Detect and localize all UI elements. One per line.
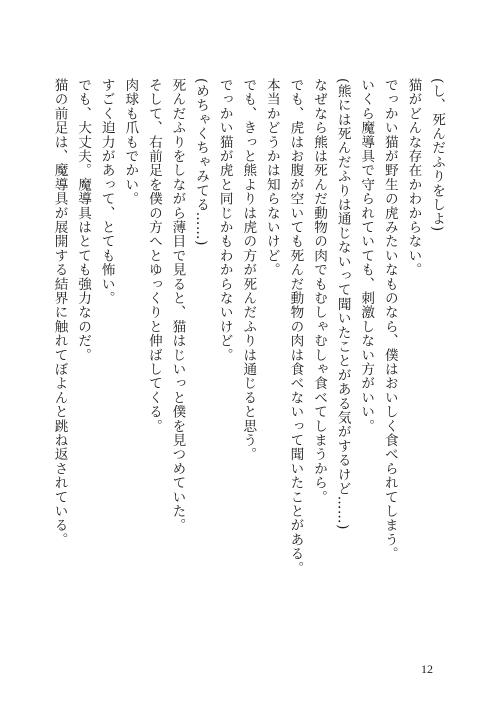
text-line: でも、きっと熊よりは虎の方が死んだふりは通じると思う。 (240, 78, 257, 462)
text-line: 本当かどうかは知らないけど。 (263, 78, 280, 277)
page-number: 12 (421, 662, 433, 676)
text-line: そして、右前足を僕の方へとゆっくりと伸ばしてくる。 (145, 78, 162, 433)
text-line: でも、虎はお腹が空いても死んだ動物の肉は食べないって聞いたことがある。 (287, 78, 304, 575)
text-line: (めちゃくちゃみてる……) (193, 78, 210, 246)
vertical-text-block (47, 78, 448, 575)
text-line: 猫がどんな存在かわからない。 (405, 78, 422, 277)
text-line: 死んだふりをしながら薄目で見ると、猫はじいっと僕を見つめていた。 (169, 78, 186, 533)
text-line: (熊には死んだふりは通じないって聞いたことがある気がするけど……) (334, 78, 351, 530)
text-line: でっかい猫が野生の虎みたいなものなら、僕はおいしく食べられてしまう。 (381, 78, 398, 561)
text-line: でも、大丈夫。魔導具はとても強力なのだ。 (75, 78, 92, 362)
text-line: 肉球も爪もでかい。 (122, 78, 139, 206)
text-line: すごく迫力があって、とても怖い。 (98, 78, 115, 306)
text-line: いくら魔導具で守られていても、刺激しない方がいい。 (358, 78, 375, 433)
text-line: でっかい猫が虎と同じかもわからないけど。 (216, 78, 233, 362)
text-line: 猫の前足は、魔導具が展開する結界に触れてぼよんと跳ね返されている。 (51, 78, 68, 547)
text-line: なぜなら熊は死んだ動物の肉でもむしゃむしゃ食べてしまうから。 (311, 78, 328, 504)
text-line: (し、死んだふりをしよ) (429, 78, 445, 232)
